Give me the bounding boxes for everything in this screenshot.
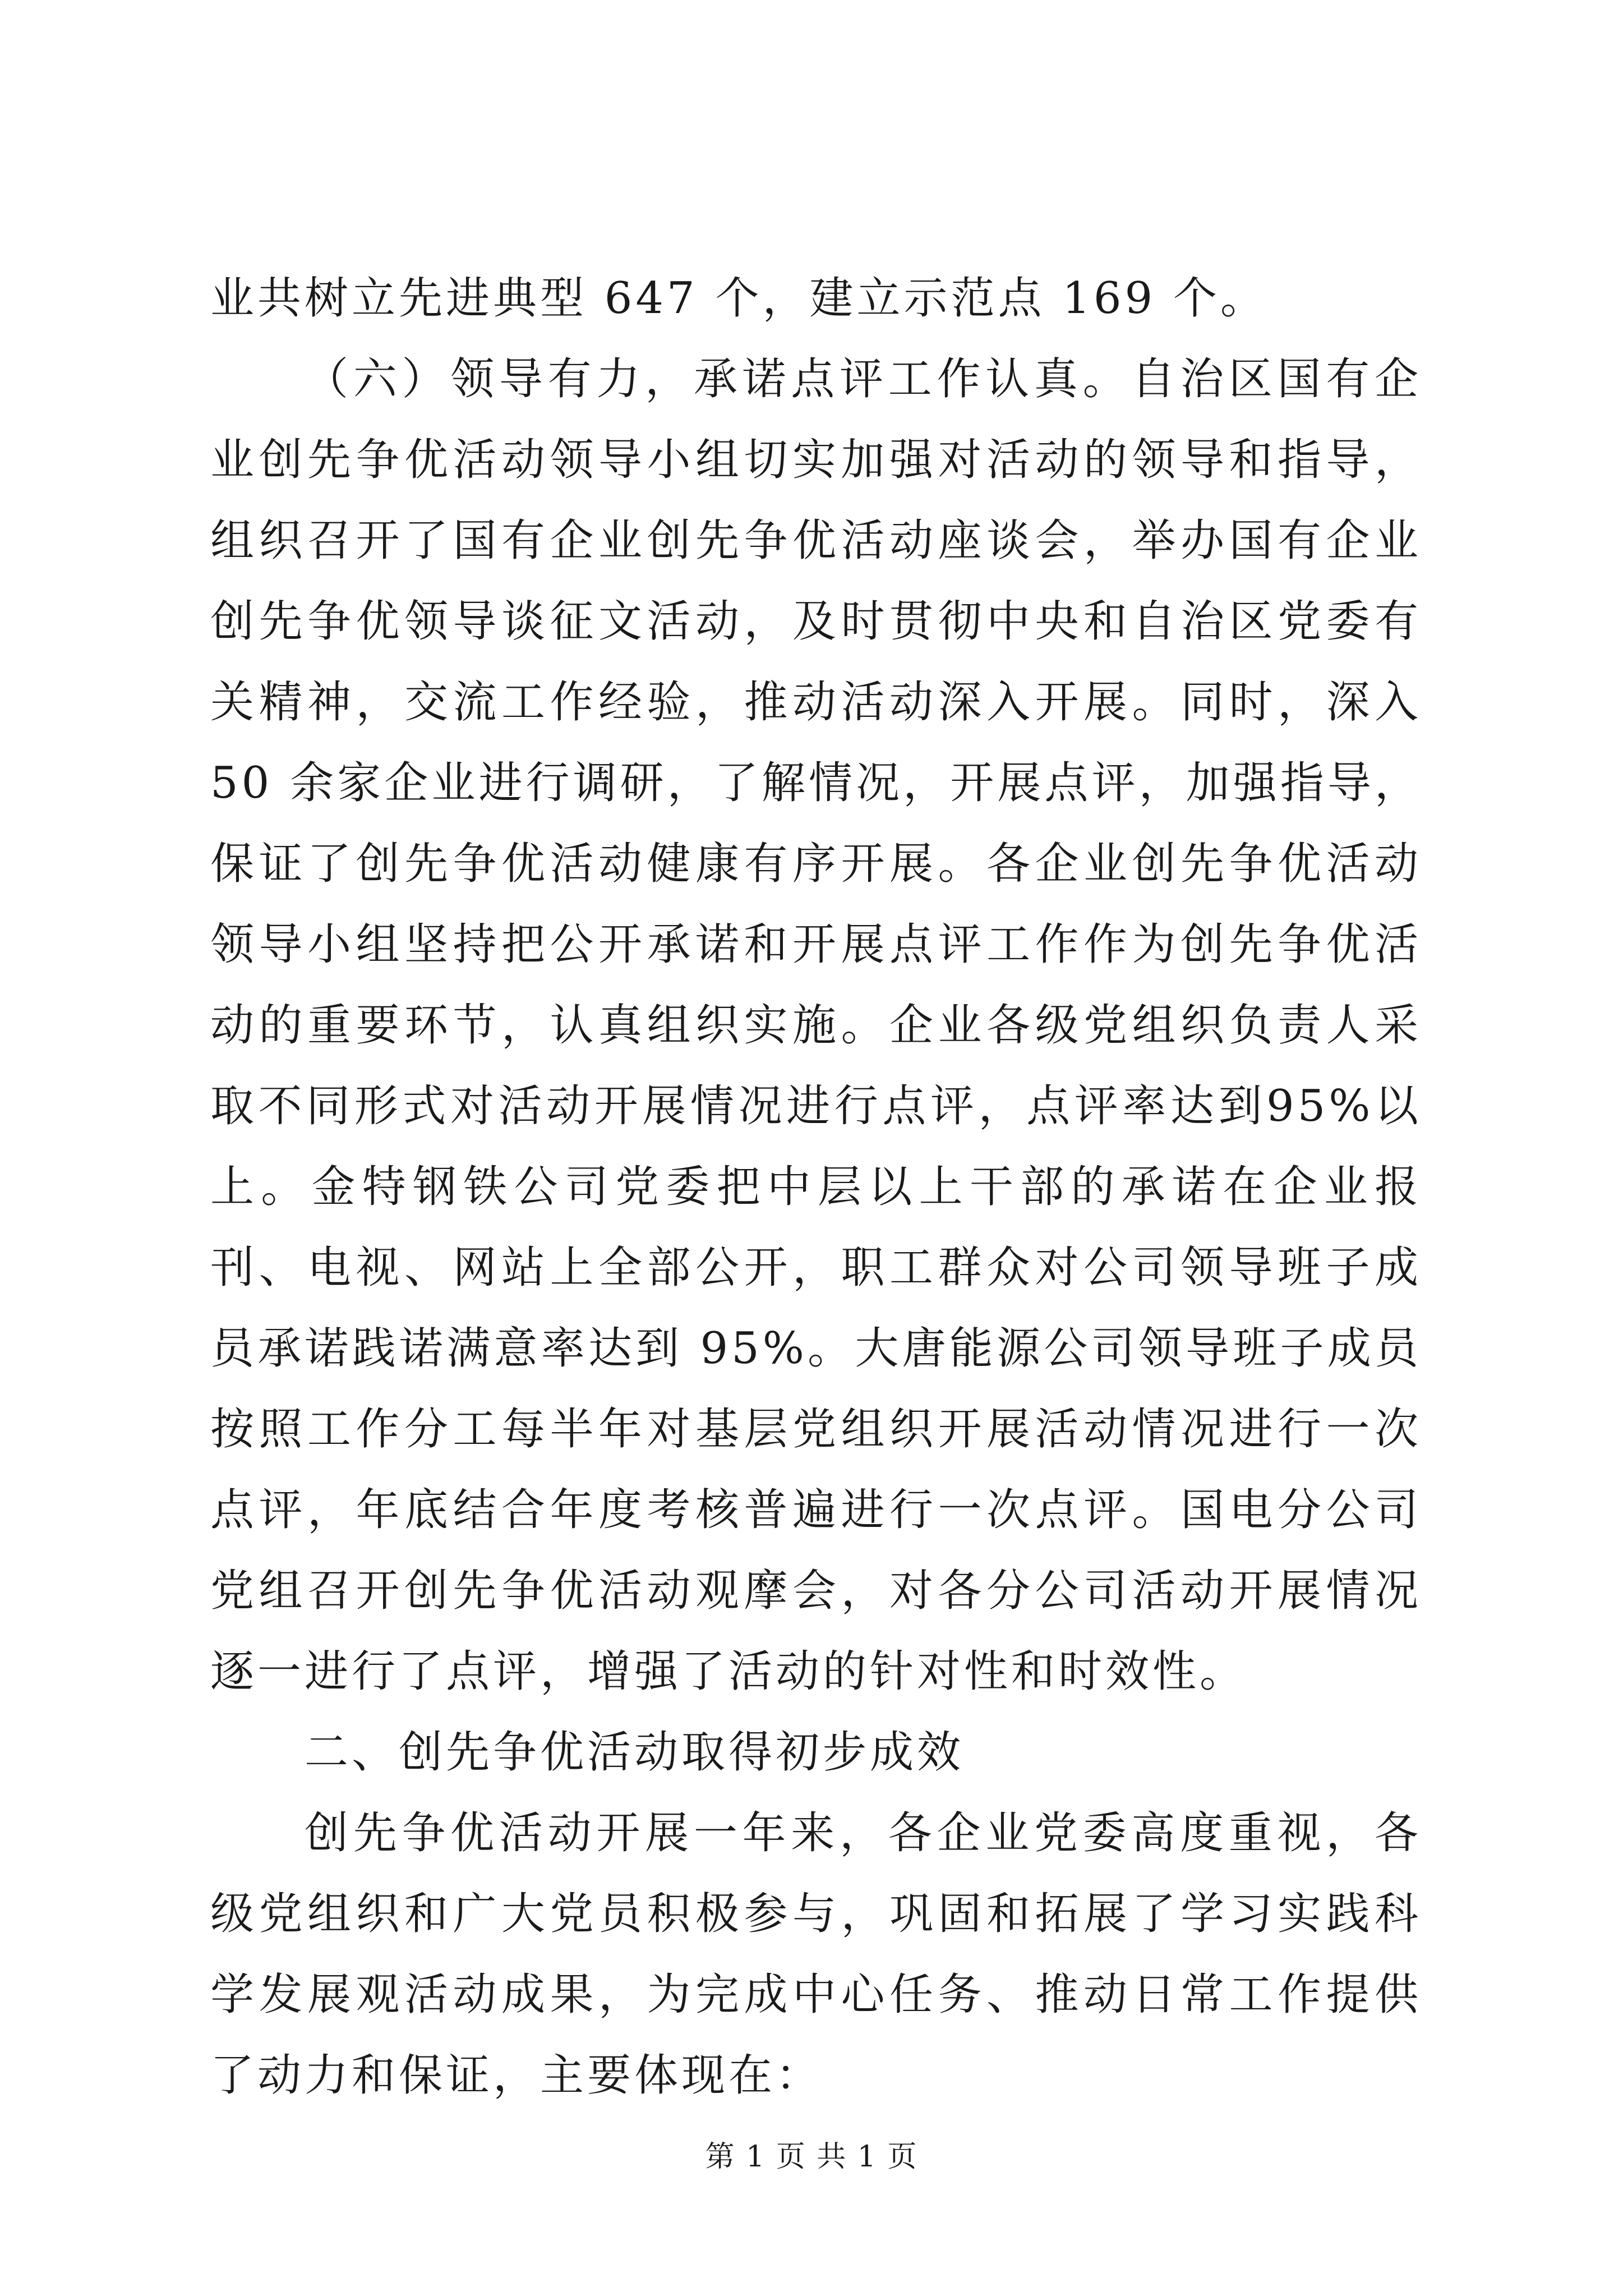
- paragraph-section-six: （六）领导有力，承诺点评工作认真。自治区国有企业创先争优活动领导小组切实加强对活动的领导和指导，组织召开了国有企业创先争优活动座谈会，举办国有企业创先争优领导谈征文活动，及时贯彻中央和自治区党委有关精神，交流工作经验，推动活动深入开展。同时，深入 50 余家企业进行调研，了解情况，开展点评，加强指导，保证了创先争优活动健康有序开展。各企业创先争优活动领导小组坚持把公开承诺和开展点评工作作为创先争优活动的重要环节，认真组织实施。企业各级党组织负责人采取不同形式对活动开展情况进行点评，点评率达到95%以上。金特钢铁公司党委把中层以上干部的承诺在企业报刊、电视、网站上全部公开，职工群众对公司领导班子成员承诺践诺满意率达到 95%。大唐能源公司领导班子成员按照工作分工每半年对基层党组织开展活动情况进行一次点评，年底结合年度考核普遍进行一次点评。国电分公司党组召开创先争优活动观摩会，对各分公司活动开展情况逐一进行了点评，增强了活动的针对性和时效性。: [210, 354, 1422, 1697]
- section-heading-two: 二、创先争优活动取得初步成效: [305, 1727, 965, 1778]
- paragraph-results-intro: 创先争优活动开展一年来，各企业党委高度重视，各级党组织和广大党员积极参与，巩固和拓展了学习实践科学发展观活动成果，为完成中心任务、推动日常工作提供了动力和保证，主要体现在：: [210, 1808, 1422, 2101]
- document-body: [210, 258, 1422, 2116]
- paragraph-continuation: 业共树立先进典型 647 个，建立示范点 169 个。: [210, 273, 1267, 324]
- page-footer: 第 1 页 共 1 页: [705, 2140, 918, 2174]
